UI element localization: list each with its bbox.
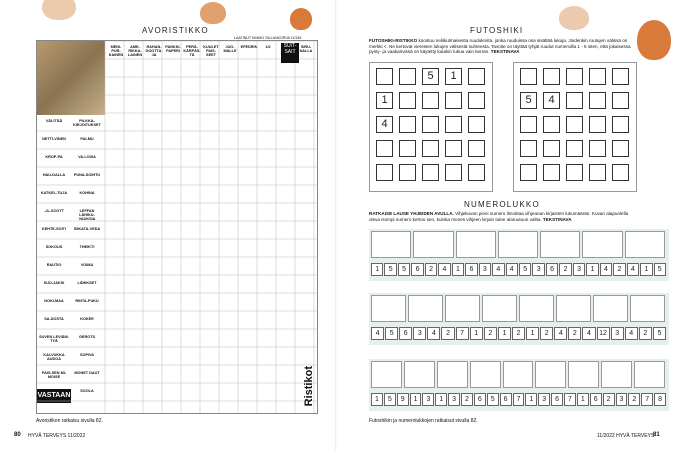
futoshiki-cell[interactable] bbox=[589, 92, 606, 109]
acorn-icon bbox=[637, 20, 671, 60]
number-box: 7 bbox=[564, 393, 576, 406]
row-clue: RAUTIO bbox=[46, 263, 62, 267]
clue-picture bbox=[519, 295, 554, 322]
futoshiki-cell[interactable] bbox=[468, 140, 485, 157]
header-clue: 1/2 bbox=[265, 45, 271, 49]
number-box: 6 bbox=[465, 263, 477, 276]
futoshiki-cell[interactable]: 1 bbox=[376, 92, 393, 109]
futoshiki-cell[interactable] bbox=[612, 68, 629, 85]
number-box: 5 bbox=[385, 327, 398, 340]
futoshiki-cell[interactable] bbox=[376, 68, 393, 85]
clue-picture bbox=[503, 361, 534, 388]
inner-clue: SOPIVA bbox=[79, 353, 95, 357]
number-box: 3 bbox=[532, 263, 544, 276]
futoshiki-cell[interactable]: 5 bbox=[422, 68, 439, 85]
number-box: 5 bbox=[384, 393, 396, 406]
clue-picture bbox=[498, 231, 538, 258]
number-box: 1 bbox=[371, 263, 383, 276]
numerolukko-row-1 bbox=[369, 229, 669, 281]
header-clue: EFEDRIN bbox=[240, 45, 258, 49]
clue-picture bbox=[408, 295, 443, 322]
inner-clue: GEROTS bbox=[78, 335, 96, 339]
clue-picture bbox=[437, 361, 468, 388]
row-clue: SUO-JAKSI bbox=[43, 281, 65, 285]
clue-picture bbox=[540, 231, 580, 258]
futoshiki-cell[interactable] bbox=[520, 116, 537, 133]
row-clue: NETTI-VINEN bbox=[42, 137, 66, 141]
magazine-name: HYVÄ TERVEYS 11/2022 bbox=[28, 433, 86, 439]
crossword-author: LAATINUT KIMMO SILLANKORVA 11/345 bbox=[234, 36, 302, 40]
row-clue: -JL-SCOTT bbox=[44, 209, 64, 213]
futoshiki-cell[interactable] bbox=[468, 164, 485, 181]
futoshiki-cell[interactable] bbox=[543, 164, 560, 181]
number-box: 2 bbox=[613, 263, 625, 276]
number-box: 6 bbox=[551, 393, 563, 406]
number-box: 7 bbox=[513, 393, 525, 406]
futoshiki-cell[interactable] bbox=[376, 164, 393, 181]
number-box: 7 bbox=[456, 327, 469, 340]
number-box: 1 bbox=[525, 393, 537, 406]
number-box: 5 bbox=[519, 263, 531, 276]
futoshiki-intro-bold: FUTOSHIKI-RISTIKKO bbox=[369, 38, 418, 43]
futoshiki-cell[interactable] bbox=[520, 140, 537, 157]
futoshiki-cell[interactable] bbox=[612, 140, 629, 157]
number-box: 3 bbox=[422, 393, 434, 406]
row-clue: PAIS-SEN MI-MOISE bbox=[41, 371, 67, 380]
futoshiki-cell[interactable] bbox=[589, 140, 606, 157]
acorn-icon bbox=[290, 8, 312, 30]
clue-picture bbox=[601, 361, 632, 388]
number-box: 12 bbox=[597, 327, 610, 340]
futoshiki-cell[interactable] bbox=[566, 164, 583, 181]
row-clue: KAI-VUKKA AUDOA bbox=[43, 353, 65, 362]
inner-clue: LEFFAN LÄHIKU-VAUKSIA bbox=[78, 209, 96, 222]
right-page bbox=[337, 0, 674, 450]
futoshiki-cell[interactable] bbox=[422, 116, 439, 133]
clue-picture bbox=[630, 295, 665, 322]
row-clue: SA-DOSTA bbox=[44, 317, 64, 321]
futoshiki-cell[interactable] bbox=[468, 68, 485, 85]
number-box: 2 bbox=[628, 393, 640, 406]
futoshiki-cell[interactable] bbox=[399, 116, 416, 133]
number-box: 4 bbox=[438, 263, 450, 276]
futoshiki-intro: koostuu neliikulmaisesta ruudukosta, jonka ruuduissa osa sisältää lukuja. Joidenkin ruutujen välissä on merkki <. Ne kertovat vieresten lukujen välisestä suhteesta. Tavoite on täyttää tyhjät ruudut numeroilla 1 - 5 siten, että jokaisessa pysty- ja vaakarivissä on käytetty kutakin lukua vain kerran. bbox=[369, 38, 631, 55]
number-box: 5 bbox=[487, 393, 499, 406]
futoshiki-cell[interactable] bbox=[399, 68, 416, 85]
acorn-icon bbox=[559, 6, 589, 30]
grid-lines bbox=[37, 41, 317, 413]
number-box: 4 bbox=[554, 327, 567, 340]
inner-clue: PUNA-SOIHTU bbox=[73, 173, 101, 177]
number-box: 4 bbox=[627, 263, 639, 276]
futoshiki-cell[interactable]: 1 bbox=[445, 68, 462, 85]
numerolukko-intro: Vihjekuvan pieni numero ilmoittaa vihjeanan kirjaisten lukumäärän. Kuvan alapuolella oleva isompi numero kertoo sen, kuinka mones vihjeen kirjain tulee alaruutuun valita. bbox=[369, 211, 629, 222]
futoshiki-cell[interactable] bbox=[589, 116, 606, 133]
futoshiki-cell[interactable] bbox=[612, 92, 629, 109]
row-clue: VASTAAN bbox=[37, 389, 71, 403]
page-number-right: 81 bbox=[653, 432, 660, 438]
number-box: 6 bbox=[546, 263, 558, 276]
number-box: 2 bbox=[639, 327, 652, 340]
number-box: 3 bbox=[538, 393, 550, 406]
crossword-title: AVORISTIKKO bbox=[142, 26, 209, 35]
number-box: 4 bbox=[625, 327, 638, 340]
futoshiki-cell[interactable] bbox=[612, 164, 629, 181]
futoshiki-cell[interactable] bbox=[520, 68, 537, 85]
row-clue: VÄLITÄÄ bbox=[45, 119, 63, 123]
inner-clue: SIIKATA-VEDA bbox=[73, 227, 101, 231]
futoshiki-title: FUTOSHIKI bbox=[470, 26, 524, 35]
clue-picture bbox=[413, 231, 453, 258]
number-box: 1 bbox=[498, 327, 511, 340]
header-clue: AME-RIKKA-LAINEN bbox=[127, 45, 143, 58]
futoshiki-cell[interactable] bbox=[612, 116, 629, 133]
clue-picture bbox=[456, 231, 496, 258]
number-box: 2 bbox=[512, 327, 525, 340]
numerolukko-instructions bbox=[369, 211, 631, 222]
row-clue: KEHTE-SOITI bbox=[41, 227, 67, 231]
number-box: 9 bbox=[397, 393, 409, 406]
clue-picture bbox=[568, 361, 599, 388]
number-box: 6 bbox=[474, 393, 486, 406]
futoshiki-cell[interactable]: 4 bbox=[376, 116, 393, 133]
number-box: 6 bbox=[411, 263, 423, 276]
header-clue: PANKKI-PAPERI bbox=[165, 45, 181, 54]
number-box: 6 bbox=[399, 327, 412, 340]
futoshiki-cell[interactable] bbox=[468, 116, 485, 133]
inner-clue: PALMU bbox=[80, 137, 94, 141]
futoshiki-puzzle-1 bbox=[369, 62, 493, 192]
futoshiki-cell[interactable] bbox=[376, 140, 393, 157]
brand-logo: Ristikot bbox=[303, 366, 315, 407]
row-clue: NOKI-MAA bbox=[44, 299, 64, 303]
number-box: 6 bbox=[500, 393, 512, 406]
futoshiki-cell[interactable] bbox=[566, 92, 583, 109]
number-box: 3 bbox=[448, 393, 460, 406]
futoshiki-cell[interactable] bbox=[566, 68, 583, 85]
clue-picture bbox=[371, 361, 402, 388]
number-box: 1 bbox=[435, 393, 447, 406]
futoshiki-cell[interactable] bbox=[589, 164, 606, 181]
magazine-name-right: 11/2022 HYVÄ TERVEYS bbox=[597, 433, 655, 439]
clue-picture bbox=[634, 361, 665, 388]
solution-note: Avoristikon ratkaisu sivulla 82. bbox=[36, 418, 103, 424]
clue-picture bbox=[371, 231, 411, 258]
numerolukko-row-3 bbox=[369, 359, 669, 411]
futoshiki-cell[interactable] bbox=[543, 68, 560, 85]
futoshiki-cell[interactable]: 4 bbox=[543, 92, 560, 109]
header-clue: SIRU-NALLA bbox=[299, 45, 313, 54]
number-box: 2 bbox=[540, 327, 553, 340]
number-box: 5 bbox=[398, 263, 410, 276]
number-box: 1 bbox=[586, 263, 598, 276]
clue-picture bbox=[535, 361, 566, 388]
row-clue: KATKEL-TUJA bbox=[40, 191, 68, 195]
futoshiki-cell[interactable] bbox=[399, 92, 416, 109]
row-clue: SOKOUS bbox=[45, 245, 63, 249]
futoshiki-cell[interactable]: 5 bbox=[520, 92, 537, 109]
inner-clue: KOHINA bbox=[79, 191, 95, 195]
number-box: 5 bbox=[384, 263, 396, 276]
futoshiki-cell[interactable] bbox=[422, 140, 439, 157]
row-clue: KROP-PA bbox=[45, 155, 63, 159]
number-box: 2 bbox=[441, 327, 454, 340]
clue-picture bbox=[556, 295, 591, 322]
header-clue: KUULET PAIS-SEET bbox=[203, 45, 219, 58]
number-box: 5 bbox=[654, 263, 666, 276]
header-clue: RAHAN-GOOTTA-JA bbox=[145, 45, 163, 58]
number-box: 3 bbox=[573, 263, 585, 276]
number-box: 4 bbox=[582, 327, 595, 340]
clue-picture bbox=[470, 361, 501, 388]
numerolukko-intro-bold: RATKAISE LAUSE YHJEIDEN AVULLA. bbox=[369, 211, 454, 216]
number-box: 3 bbox=[479, 263, 491, 276]
row-clue: HAU-DALLA bbox=[42, 173, 66, 177]
number-box: 7 bbox=[641, 393, 653, 406]
numerolukko-row-2 bbox=[369, 293, 669, 345]
numerolukko-tag: TEKSTINAVA bbox=[542, 216, 572, 222]
clue-picture bbox=[371, 295, 406, 322]
number-box: 1 bbox=[452, 263, 464, 276]
crossword-grid bbox=[36, 40, 318, 414]
futoshiki-cell[interactable] bbox=[399, 164, 416, 181]
inner-clue: LÄHIKSET bbox=[77, 281, 97, 285]
header-clue: MENI-PUR-KAINEN bbox=[108, 45, 124, 58]
futoshiki-cell[interactable] bbox=[422, 164, 439, 181]
clue-picture bbox=[593, 295, 628, 322]
header-clue: JUO-MALLE bbox=[223, 45, 237, 54]
futoshiki-cell[interactable] bbox=[589, 68, 606, 85]
number-box: 1 bbox=[526, 327, 539, 340]
header-clue: PERÄ-KÄRPÄS-TÄ bbox=[183, 45, 201, 58]
futoshiki-cell[interactable] bbox=[445, 164, 462, 181]
number-box: 4 bbox=[427, 327, 440, 340]
number-box: 2 bbox=[484, 327, 497, 340]
number-box: 1 bbox=[640, 263, 652, 276]
number-box: 2 bbox=[603, 393, 615, 406]
number-box: 4 bbox=[371, 327, 384, 340]
number-box: 4 bbox=[506, 263, 518, 276]
number-box: 8 bbox=[654, 393, 666, 406]
number-box: 5 bbox=[653, 327, 666, 340]
number-box: 3 bbox=[413, 327, 426, 340]
futoshiki-cell[interactable] bbox=[399, 140, 416, 157]
number-box: 3 bbox=[611, 327, 624, 340]
futoshiki-cell[interactable] bbox=[445, 140, 462, 157]
number-box: 1 bbox=[577, 393, 589, 406]
number-box: 3 bbox=[616, 393, 628, 406]
futoshiki-cell[interactable] bbox=[468, 92, 485, 109]
acorn-icon bbox=[42, 0, 76, 20]
inner-clue: SOOLA bbox=[80, 389, 94, 393]
page-number: 80 bbox=[14, 432, 21, 438]
clue-picture bbox=[482, 295, 517, 322]
futoshiki-cell[interactable] bbox=[445, 92, 462, 109]
inner-clue: MONET DAUT bbox=[74, 371, 100, 375]
number-box: 1 bbox=[371, 393, 383, 406]
solution-box: SUIT-SAIT bbox=[281, 43, 299, 63]
futoshiki-cell[interactable] bbox=[422, 92, 439, 109]
futoshiki-cell[interactable] bbox=[566, 140, 583, 157]
inner-clue: RINTA-PUKU bbox=[75, 299, 99, 303]
inner-clue: KOKEE bbox=[80, 317, 94, 321]
number-box: 2 bbox=[559, 263, 571, 276]
number-box: 4 bbox=[600, 263, 612, 276]
futoshiki-cell[interactable] bbox=[543, 116, 560, 133]
number-box: 2 bbox=[425, 263, 437, 276]
number-box: 2 bbox=[461, 393, 473, 406]
inner-clue: VA-LOISA bbox=[78, 155, 96, 159]
futoshiki-puzzle-2 bbox=[513, 62, 637, 192]
number-box: 4 bbox=[492, 263, 504, 276]
row-clue: SUVEN LEVIÄM-TYÄ bbox=[39, 335, 69, 344]
solution-note-right: Futoshikin ja numerolukkojen ratkaisut sivulla 82. bbox=[369, 418, 478, 424]
clue-picture bbox=[625, 231, 665, 258]
futoshiki-cell[interactable] bbox=[445, 116, 462, 133]
number-box: 6 bbox=[590, 393, 602, 406]
clue-picture bbox=[582, 231, 622, 258]
clue-picture bbox=[404, 361, 435, 388]
futoshiki-cell[interactable] bbox=[543, 140, 560, 157]
clue-picture bbox=[445, 295, 480, 322]
number-box: 1 bbox=[470, 327, 483, 340]
futoshiki-cell[interactable] bbox=[520, 164, 537, 181]
inner-clue: PILKKA-KIRJOITUKSET bbox=[73, 119, 101, 128]
number-box: 1 bbox=[410, 393, 422, 406]
number-box: 2 bbox=[568, 327, 581, 340]
acorn-icon bbox=[200, 2, 226, 24]
inner-clue: THEIKTI bbox=[79, 245, 95, 249]
futoshiki-instructions bbox=[369, 38, 631, 55]
futoshiki-tag: TEKSTINAVA bbox=[490, 49, 520, 55]
numerolukko-title: NUMEROLUKKO bbox=[464, 200, 540, 209]
futoshiki-cell[interactable] bbox=[566, 116, 583, 133]
inner-clue: VOIMA bbox=[80, 263, 94, 267]
